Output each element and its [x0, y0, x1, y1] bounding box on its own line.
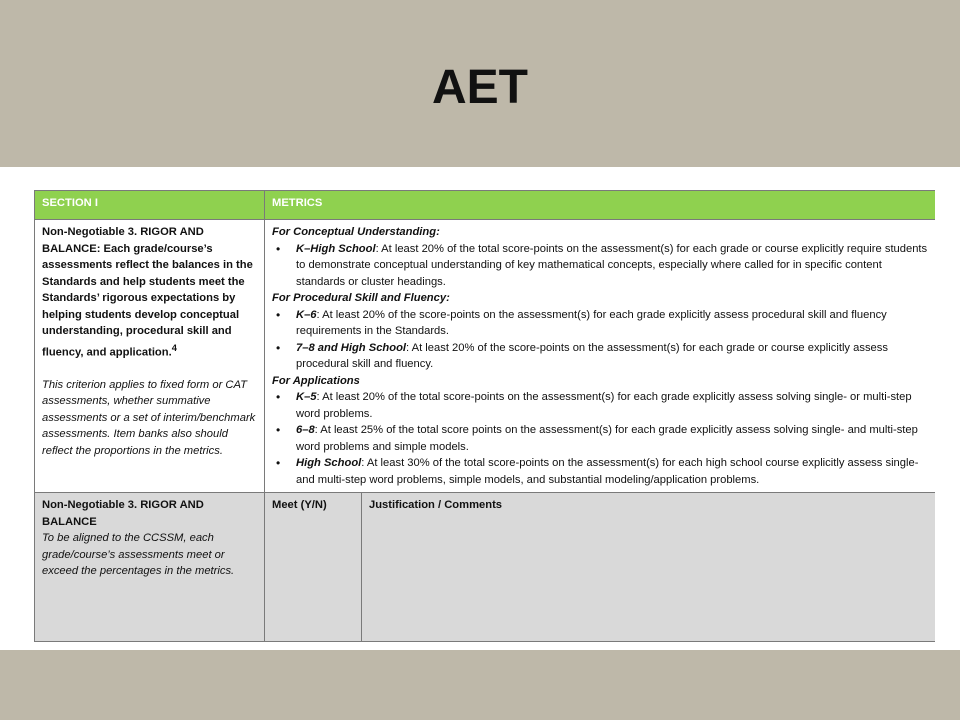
metric-lead: K–6 — [296, 308, 317, 321]
criterion-cell — [35, 220, 265, 493]
metric-item — [272, 307, 928, 340]
metric-lead: High School — [296, 457, 362, 469]
metric-item — [272, 241, 928, 291]
metrics-header: METRICS — [265, 191, 936, 220]
evaluation-subtitle: To be aligned to the CCSSM, each grade/course’s assessments meet or exceed the percentages in the metrics. — [42, 532, 235, 577]
metric-text: : At least 20% of the score-points on the assessment(s) for each grade or course explicitly assess procedural skill and fluency. — [296, 341, 888, 370]
document-excerpt — [34, 190, 935, 650]
metric-list-conceptual — [272, 241, 928, 291]
metric-heading-conceptual: For Conceptual Understanding: — [272, 226, 440, 238]
header-row — [35, 191, 936, 220]
metric-text: : At least 20% of the total score-points on the assessment(s) for each grade explicitly assess solving single- or multi-step word problems. — [296, 391, 912, 420]
meet-cell — [265, 493, 362, 642]
footer-band — [0, 650, 960, 720]
metric-heading-applications: For Applications — [272, 374, 360, 387]
criterion-row — [35, 220, 936, 493]
criterion-title: Non-Negotiable 3. RIGOR AND BALANCE: Each grade/course’s assessments reflect the balances in the Standards and help students meet the Standards’ rigorous expectations by helping students develop conceptual understanding, procedural skill and fluency, and application. — [42, 226, 253, 359]
evaluation-cell — [35, 493, 265, 642]
metric-text: : At least 20% of the score-points on the assessment(s) for each grade explicitly assess procedural skill and fluency requirements in the Standards. — [296, 308, 887, 337]
criterion-text — [42, 224, 257, 361]
metric-lead: K–High School — [296, 242, 376, 255]
metric-lead: 7–8 and High School — [296, 341, 407, 354]
justification-cell — [362, 493, 936, 642]
metric-item — [272, 340, 928, 373]
metric-list-procedural — [272, 307, 928, 373]
metric-text: : At least 20% of the total score-points on the assessment(s) for each grade or course explicitly require students to demonstrate conceptual understanding of key mathematical concepts, especially where called for in specific content standards or cluster headings. — [296, 242, 928, 288]
metric-list-applications — [272, 389, 928, 488]
metrics-cell — [265, 220, 936, 493]
section-header: SECTION I — [35, 191, 265, 220]
metric-lead: K–5 — [296, 391, 317, 403]
criterion-note: This criterion applies to fixed form or CAT assessments, whether summative assessments or a set of interim/benchmark assessments. Item banks also should reflect the proportions in the metrics. — [42, 378, 256, 457]
meet-label: Meet (Y/N) — [272, 499, 327, 511]
rubric-table — [34, 190, 935, 642]
metric-item — [272, 455, 928, 488]
metric-text: : At least 25% of the total score points on the assessment(s) for each grade explicitly assess solving single- and multi-step word problems and simple models. — [296, 424, 918, 453]
footnote-marker: 4 — [171, 342, 177, 353]
evaluation-row — [35, 493, 936, 642]
metric-item — [272, 422, 928, 455]
evaluation-title: Non-Negotiable 3. RIGOR AND BALANCE — [42, 499, 204, 528]
slide-title: AET — [432, 61, 528, 114]
metric-lead: 6–8 — [296, 424, 315, 436]
justification-label: Justification / Comments — [369, 499, 503, 511]
metric-item — [272, 389, 928, 422]
metric-heading-procedural: For Procedural Skill and Fluency: — [272, 292, 450, 304]
metric-text: : At least 30% of the total score-points on the assessment(s) for each high school course explicitly assess single- and multi-step word problems, simple models, and substantial modeling/application problems. — [296, 457, 919, 486]
